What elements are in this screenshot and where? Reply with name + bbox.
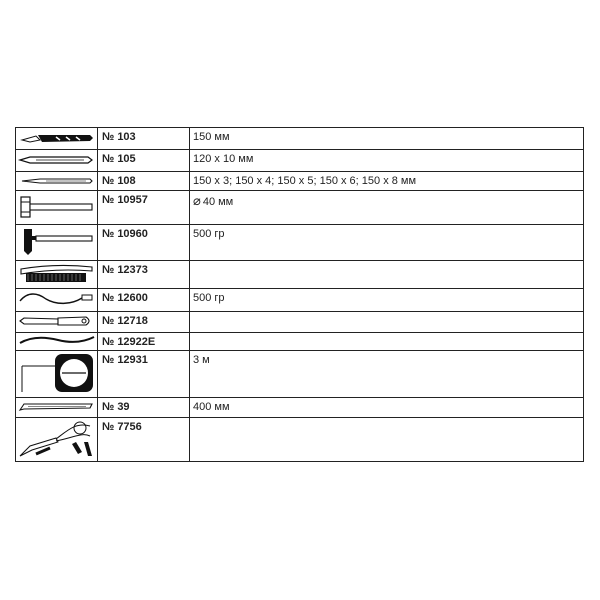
item-description: 500 гр — [190, 289, 584, 312]
item-description — [190, 333, 584, 351]
table-row — [16, 128, 584, 150]
item-description: 500 гр — [190, 225, 584, 261]
tool-image-cell — [16, 312, 98, 333]
table-row — [16, 150, 584, 172]
item-description: 150 x 3; 150 x 4; 150 x 5; 150 x 6; 150 x 8 мм — [190, 172, 584, 191]
tool-image-cell — [16, 289, 98, 312]
punch-icon — [16, 172, 97, 190]
item-description — [190, 191, 584, 225]
tool-image-cell — [16, 398, 98, 418]
table-row — [16, 351, 584, 398]
table-row — [16, 261, 584, 289]
item-description — [190, 418, 584, 462]
item-code: № 7756 — [98, 418, 190, 462]
tool-image-cell — [16, 150, 98, 172]
table-row — [16, 191, 584, 225]
table-row — [16, 172, 584, 191]
item-code: № 12931 — [98, 351, 190, 398]
item-description — [190, 261, 584, 289]
item-description — [190, 312, 584, 333]
flexible-rod-icon — [16, 333, 97, 349]
wire-brush-icon — [16, 261, 97, 287]
chisel-icon — [16, 150, 97, 170]
item-code: № 12922E — [98, 333, 190, 351]
item-code: № 103 — [98, 128, 190, 150]
table-row — [16, 289, 584, 312]
item-code: № 105 — [98, 150, 190, 172]
tools-table — [15, 127, 584, 462]
folding-knife-icon — [16, 128, 97, 148]
item-description: 3 м — [190, 351, 584, 398]
item-code: № 12373 — [98, 261, 190, 289]
tool-image-cell — [16, 333, 98, 351]
diameter-value: 40 мм — [202, 196, 234, 208]
tool-image-cell — [16, 225, 98, 261]
item-code: № 10960 — [98, 225, 190, 261]
scraper-icon — [16, 312, 97, 331]
diameter-icon: ⌀ — [193, 193, 201, 208]
pry-bar-icon — [16, 398, 97, 416]
circuit-tester-icon — [16, 418, 97, 460]
tool-image-cell — [16, 261, 98, 289]
tool-image-cell — [16, 128, 98, 150]
tool-image-cell — [16, 418, 98, 462]
tape-measure-icon — [16, 351, 97, 396]
flexible-grabber-icon — [16, 289, 97, 310]
item-description: 400 мм — [190, 398, 584, 418]
item-code: № 12600 — [98, 289, 190, 312]
sledge-hammer-icon — [16, 191, 97, 223]
item-description: 120 x 10 мм — [190, 150, 584, 172]
item-code: № 10957 — [98, 191, 190, 225]
table-row — [16, 333, 584, 351]
table-row — [16, 312, 584, 333]
tool-image-cell — [16, 351, 98, 398]
tool-image-cell — [16, 191, 98, 225]
hammer-icon — [16, 225, 97, 259]
item-code: № 39 — [98, 398, 190, 418]
table-row — [16, 225, 584, 261]
table-row — [16, 398, 584, 418]
item-description: 150 мм — [190, 128, 584, 150]
table-row — [16, 418, 584, 462]
item-code: № 12718 — [98, 312, 190, 333]
item-code: № 108 — [98, 172, 190, 191]
tool-image-cell — [16, 172, 98, 191]
